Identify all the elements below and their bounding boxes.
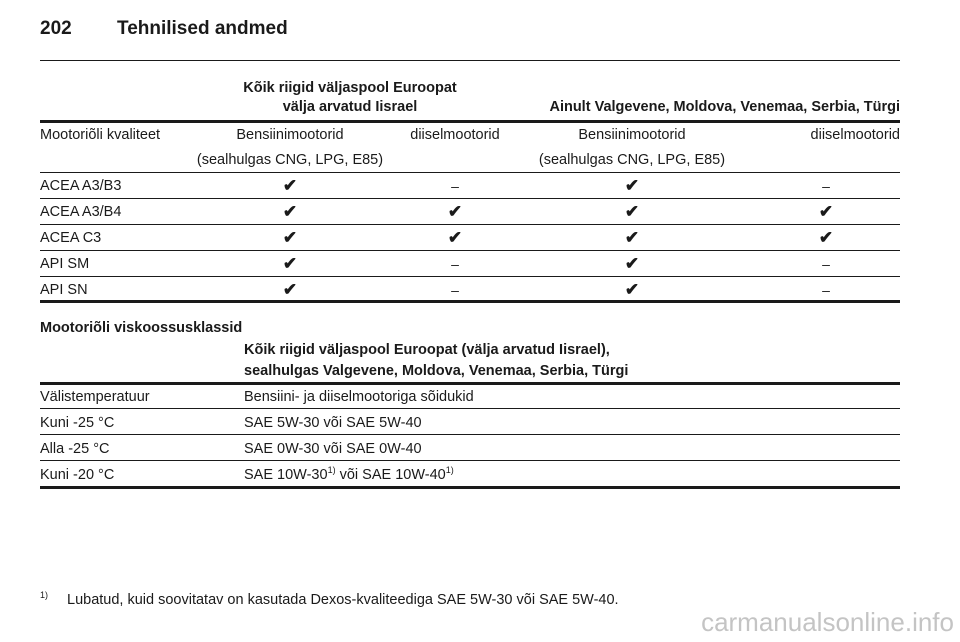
viscosity-bottom-rule: [40, 486, 900, 489]
petrol-note-2: (sealhulgas CNG, LPG, E85): [538, 152, 726, 168]
group-header-belarus-etc: Ainult Valgevene, Moldova, Venemaa, Serbia, Türgi: [549, 99, 900, 115]
table-row-temp: Kuni -20 °C: [40, 467, 115, 483]
footnote-ref: 1): [327, 465, 336, 475]
dash-mark: –: [451, 282, 459, 298]
section-title-viscosity: Mootoriõli viskoossusklassid: [40, 320, 243, 336]
check-icon: ✔: [447, 202, 463, 221]
row-divider: [40, 408, 900, 409]
row-divider: [40, 434, 900, 435]
row-divider: [40, 276, 900, 277]
viscosity-group-header-line2: sealhulgas Valgevene, Moldova, Venemaa, Serbia, Türgi: [244, 363, 629, 379]
table-row-name: ACEA C3: [40, 230, 102, 246]
viscosity-group-header-line1: Kõik riigid väljaspool Euroopat (välja arvatud Iisrael),: [244, 342, 610, 358]
check-icon: ✔: [282, 254, 298, 273]
row-divider: [40, 250, 900, 251]
dash-mark: –: [822, 178, 830, 194]
column-header-diesel-1: diiselmootorid: [410, 127, 500, 143]
watermark-text: carmanualsonline.info: [701, 607, 954, 637]
row-divider: [40, 224, 900, 225]
table-row-name: ACEA A3/B4: [40, 204, 122, 220]
group-header-outside-europe-line1: Kõik riigid väljaspool Euroopat: [243, 80, 457, 96]
footnote-ref: 1): [445, 465, 454, 475]
table-row-name: ACEA A3/B3: [40, 178, 122, 194]
check-icon: ✔: [624, 228, 640, 247]
viscosity-value-b: SAE 10W-40: [362, 467, 446, 483]
table-row-value: [244, 467, 454, 483]
viscosity-value-a: SAE 0W-30 või SAE 0W-40: [244, 441, 422, 457]
column-header-petrol-1: Bensiinimootorid: [236, 127, 344, 143]
check-icon: ✔: [818, 228, 834, 247]
petrol-note-1: (sealhulgas CNG, LPG, E85): [196, 152, 384, 168]
column-header-engine: Bensiini- ja diiselmootoriga sõidukid: [244, 389, 474, 405]
page-title: Tehnilised andmed: [117, 18, 288, 39]
footnote-text: Lubatud, kuid soovitatav on kasutada Dexos-kvaliteediga SAE 5W-30 või SAE 5W-40.: [67, 592, 619, 608]
dash-mark: –: [822, 256, 830, 272]
viscosity-or-word: või: [335, 467, 363, 483]
check-icon: ✔: [624, 176, 640, 195]
footnote-marker: 1): [40, 590, 49, 600]
check-icon: ✔: [624, 254, 640, 273]
column-header-oil-quality: Mootoriõli kvaliteet: [40, 127, 161, 143]
viscosity-top-rule: [40, 382, 900, 385]
header-divider: [40, 60, 900, 61]
table-top-rule: [40, 120, 900, 123]
table-row-temp: Kuni -25 °C: [40, 415, 115, 431]
table-bottom-rule: [40, 300, 900, 303]
group-header-outside-europe-line2: välja arvatud Iisrael: [282, 99, 418, 115]
check-icon: ✔: [624, 202, 640, 221]
table-row-name: API SN: [40, 282, 88, 298]
dash-mark: –: [451, 256, 459, 272]
column-header-diesel-2: diiselmootorid: [810, 127, 900, 143]
check-icon: ✔: [282, 228, 298, 247]
viscosity-value-a: SAE 5W-30 või SAE 5W-40: [244, 415, 422, 431]
header-bottom-rule: [40, 172, 900, 173]
check-icon: ✔: [282, 202, 298, 221]
dash-mark: –: [451, 178, 459, 194]
table-row-temp: Alla -25 °C: [40, 441, 110, 457]
page-number: 202: [40, 18, 72, 39]
table-row-value: [244, 415, 422, 431]
dash-mark: –: [822, 282, 830, 298]
table-row-name: API SM: [40, 256, 90, 272]
column-header-petrol-2: Bensiinimootorid: [578, 127, 686, 143]
check-icon: ✔: [624, 280, 640, 299]
check-icon: ✔: [282, 280, 298, 299]
viscosity-value-a: SAE 10W-30: [244, 467, 328, 483]
column-header-temperature: Välistemperatuur: [40, 389, 150, 405]
row-divider: [40, 198, 900, 199]
check-icon: ✔: [282, 176, 298, 195]
row-divider: [40, 460, 900, 461]
check-icon: ✔: [818, 202, 834, 221]
check-icon: ✔: [447, 228, 463, 247]
table-row-value: [244, 441, 422, 457]
